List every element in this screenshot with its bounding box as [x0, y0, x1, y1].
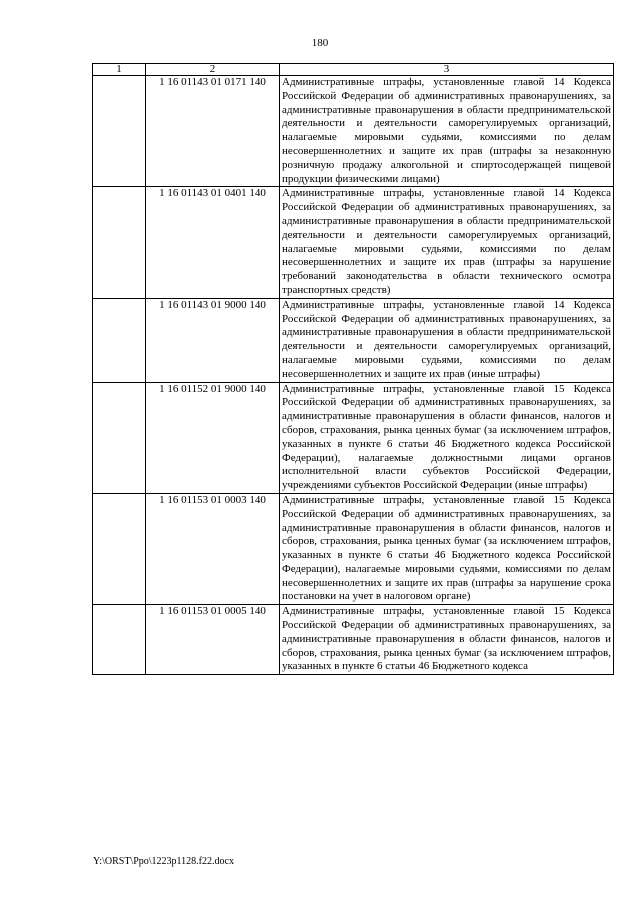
description-cell: Административные штрафы, установленные главой 15 Кодекса Российской Федерации об административных правонарушениях, за административные правонарушения в области финансов, налогов и сборов, страхования, рынка ценных бумаг (за исключением штрафов, указанных в пункте 6 статьи 46 Бюджетного кодекса [280, 605, 614, 675]
table-row [93, 298, 614, 382]
description-cell: Административные штрафы, установленные главой 14 Кодекса Российской Федерации об административных правонарушениях, за административные правонарушения в области предпринимательской деятельности и деятельности саморегулируемых организаций, налагаемые мировыми судьями, комиссиями по делам несовершеннолетних и защите их прав (штрафы за незаконную розничную продажу алкогольной и спиртосодержащей пищевой продукции физическими лицами) [280, 76, 614, 187]
budget-code-cell: 1 16 01143 01 0401 140 [146, 187, 280, 298]
footer-file-path: Y:\ORST\Ppo\1223p1128.f22.docx [93, 856, 234, 867]
budget-code-cell: 1 16 01152 01 9000 140 [146, 382, 280, 493]
budget-codes-table [92, 63, 614, 675]
table-row [93, 382, 614, 493]
description-cell: Административные штрафы, установленные главой 15 Кодекса Российской Федерации об административных правонарушениях, за административные правонарушения в области финансов, налогов и сборов, страхования, рынка ценных бумаг (за исключением штрафов, указанных в пункте 6 статьи 46 Бюджетного кодекса Российской Федерации), налагаемые должностными лицами органов исполнительной власти субъектов Российской Федерации, учреждениями субъектов Российской Федерации (иные штрафы) [280, 382, 614, 493]
row-number-cell [93, 76, 146, 187]
budget-code-cell: 1 16 01153 01 0003 140 [146, 493, 280, 604]
row-number-cell [93, 187, 146, 298]
budget-code-cell: 1 16 01143 01 0171 140 [146, 76, 280, 187]
table-header-row [93, 64, 614, 76]
page-number: 180 [311, 37, 329, 49]
table-row [93, 605, 614, 675]
table-row [93, 76, 614, 187]
description-cell: Административные штрафы, установленные главой 15 Кодекса Российской Федерации об административных правонарушениях, за административные правонарушения в области финансов, налогов и сборов, страхования, рынка ценных бумаг (за исключением штрафов, указанных в пункте 6 статьи 46 Бюджетного кодекса Российской Федерации), налагаемые мировыми судьями, комиссиями по делам несовершеннолетних и защите их прав (штрафы за нарушение срока постановки на учет в налоговом органе) [280, 493, 614, 604]
description-cell: Административные штрафы, установленные главой 14 Кодекса Российской Федерации об административных правонарушениях, за административные правонарушения в области предпринимательской деятельности и деятельности саморегулируемых организаций, налагаемые мировыми судьями, комиссиями по делам несовершеннолетних и защите их прав (штрафы за нарушение требований законодательства в области технического осмотра транспортных средств) [280, 187, 614, 298]
row-number-cell [93, 382, 146, 493]
column-header-1: 1 [93, 64, 146, 76]
table-row [93, 187, 614, 298]
column-header-2: 2 [146, 64, 280, 76]
description-cell: Административные штрафы, установленные главой 14 Кодекса Российской Федерации об административных правонарушениях, за административные правонарушения в области предпринимательской деятельности и деятельности саморегулируемых организаций, налагаемые мировыми судьями, комиссиями по делам несовершеннолетних и защите их прав (иные штрафы) [280, 298, 614, 382]
budget-code-cell: 1 16 01153 01 0005 140 [146, 605, 280, 675]
row-number-cell [93, 605, 146, 675]
budget-code-cell: 1 16 01143 01 9000 140 [146, 298, 280, 382]
row-number-cell [93, 298, 146, 382]
row-number-cell [93, 493, 146, 604]
table-row [93, 493, 614, 604]
column-header-3: 3 [280, 64, 614, 76]
